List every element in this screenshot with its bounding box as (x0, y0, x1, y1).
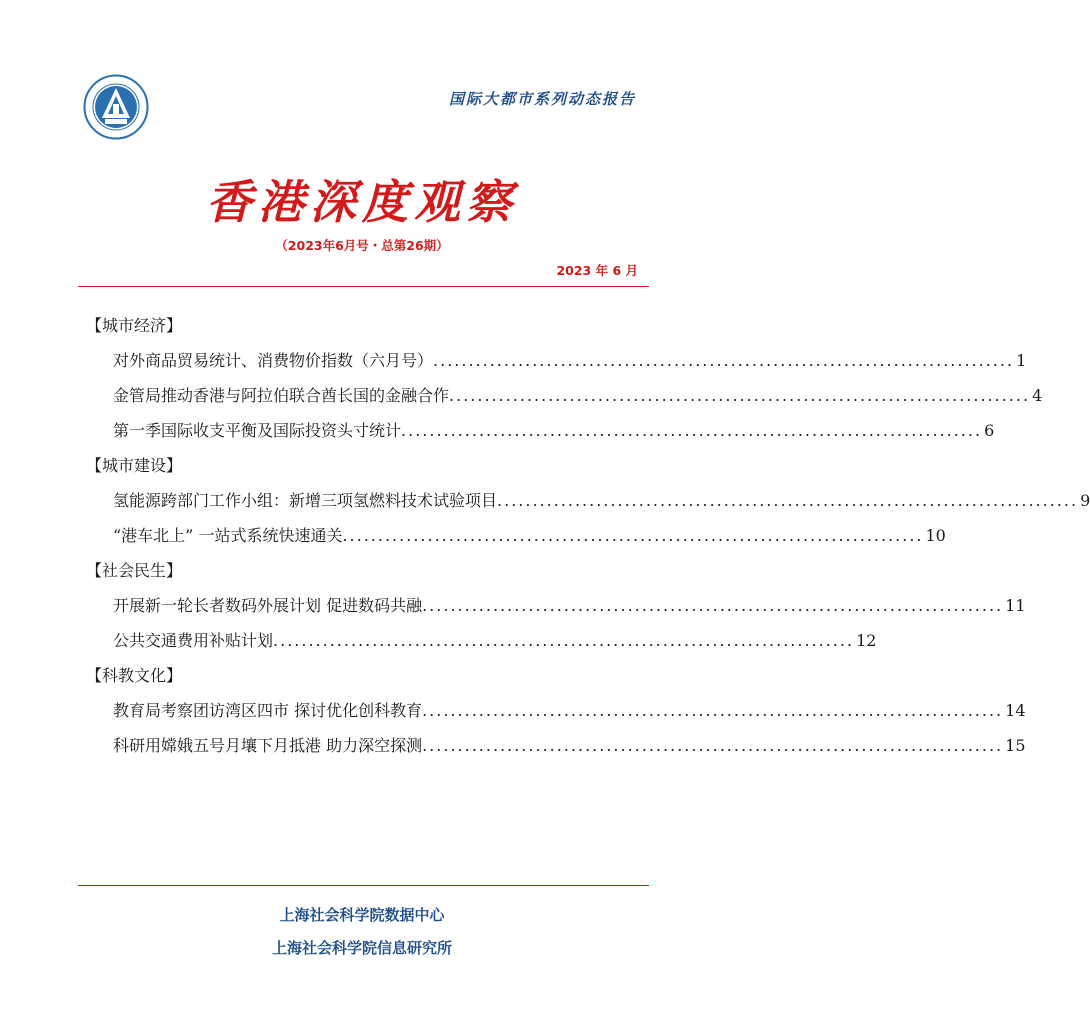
toc-entry-title: 第一季国际收支平衡及国际投资头寸统计 (113, 421, 402, 440)
toc-page-number: 10 (925, 526, 946, 545)
toc-entry[interactable] (86, 343, 1027, 378)
toc-page-number: 11 (1005, 596, 1026, 615)
document-title: 香港深度观察 (206, 175, 518, 229)
toc-page-number: 1 (1016, 351, 1027, 370)
toc-leader-dots: .................................................................................. (449, 386, 1031, 405)
toc-entry[interactable] (86, 378, 1043, 413)
toc-entry-title: 科研用嫦娥五号月壤下月抵港 助力深空探测 (113, 736, 423, 755)
footer-org-info-institute: 上海社会科学院信息研究所 (271, 939, 452, 957)
toc-entry-title: 教育局考察团访湾区四市 探讨优化创科教育 (113, 701, 423, 720)
toc-entry[interactable] (86, 728, 1026, 763)
toc-section-heading: 【科教文化】 (86, 666, 183, 685)
toc-leader-dots: .................................................................................. (422, 596, 1004, 615)
toc-page-number: 15 (1005, 736, 1026, 755)
toc-leader-dots: .................................................................................. (497, 491, 1079, 510)
toc-entry-title: 开展新一轮长者数码外展计划 促进数码共融 (113, 596, 423, 615)
footer-org-data-center: 上海社会科学院数据中心 (279, 906, 445, 924)
toc-section-heading: 【城市建设】 (86, 456, 183, 475)
toc-entry[interactable] (86, 623, 877, 658)
toc-entry[interactable] (86, 413, 995, 448)
toc-leader-dots: .................................................................................. (422, 701, 1004, 720)
toc-entry-title: 金管局推动香港与阿拉伯联合酋长国的金融合作 (113, 386, 450, 405)
toc-page-number: 14 (1005, 701, 1026, 720)
toc-entry[interactable] (86, 588, 1026, 623)
issue-number: （2023年6月号・总第26期） (275, 238, 449, 253)
footer-divider (78, 885, 649, 886)
toc-leader-dots: .................................................................................. (273, 631, 855, 650)
toc-entry-title: 氢能源跨部门工作小组：新增三项氢燃料技术试验项目 (113, 491, 498, 510)
toc-section-heading: 【社会民生】 (86, 561, 183, 580)
toc-entry-title: 公共交通费用补贴计划 (113, 631, 274, 650)
toc-leader-dots: .................................................................................. (422, 736, 1004, 755)
report-series-label: 国际大都市系列动态报告 (448, 90, 636, 108)
toc-entry[interactable] (86, 483, 1090, 518)
header-divider (78, 286, 649, 287)
table-of-contents (86, 308, 1090, 763)
toc-section-heading: 【城市经济】 (86, 316, 183, 335)
toc-entry-title: “港车北上” 一站式系统快速通关 (113, 526, 343, 545)
toc-page-number: 4 (1032, 386, 1043, 405)
toc-leader-dots: .................................................................................. (401, 421, 983, 440)
toc-leader-dots: .................................................................................. (433, 351, 1015, 370)
toc-entry[interactable] (86, 518, 946, 553)
toc-entry[interactable] (86, 693, 1026, 728)
toc-leader-dots: .................................................................................. (342, 526, 924, 545)
publish-date: 2023 年 6 月 (556, 263, 638, 278)
toc-entry-title: 对外商品贸易统计、消费物价指数（六月号） (113, 351, 434, 370)
academy-logo (83, 74, 149, 140)
toc-page-number: 6 (984, 421, 995, 440)
toc-page-number: 12 (856, 631, 877, 650)
toc-page-number: 9 (1080, 491, 1090, 510)
